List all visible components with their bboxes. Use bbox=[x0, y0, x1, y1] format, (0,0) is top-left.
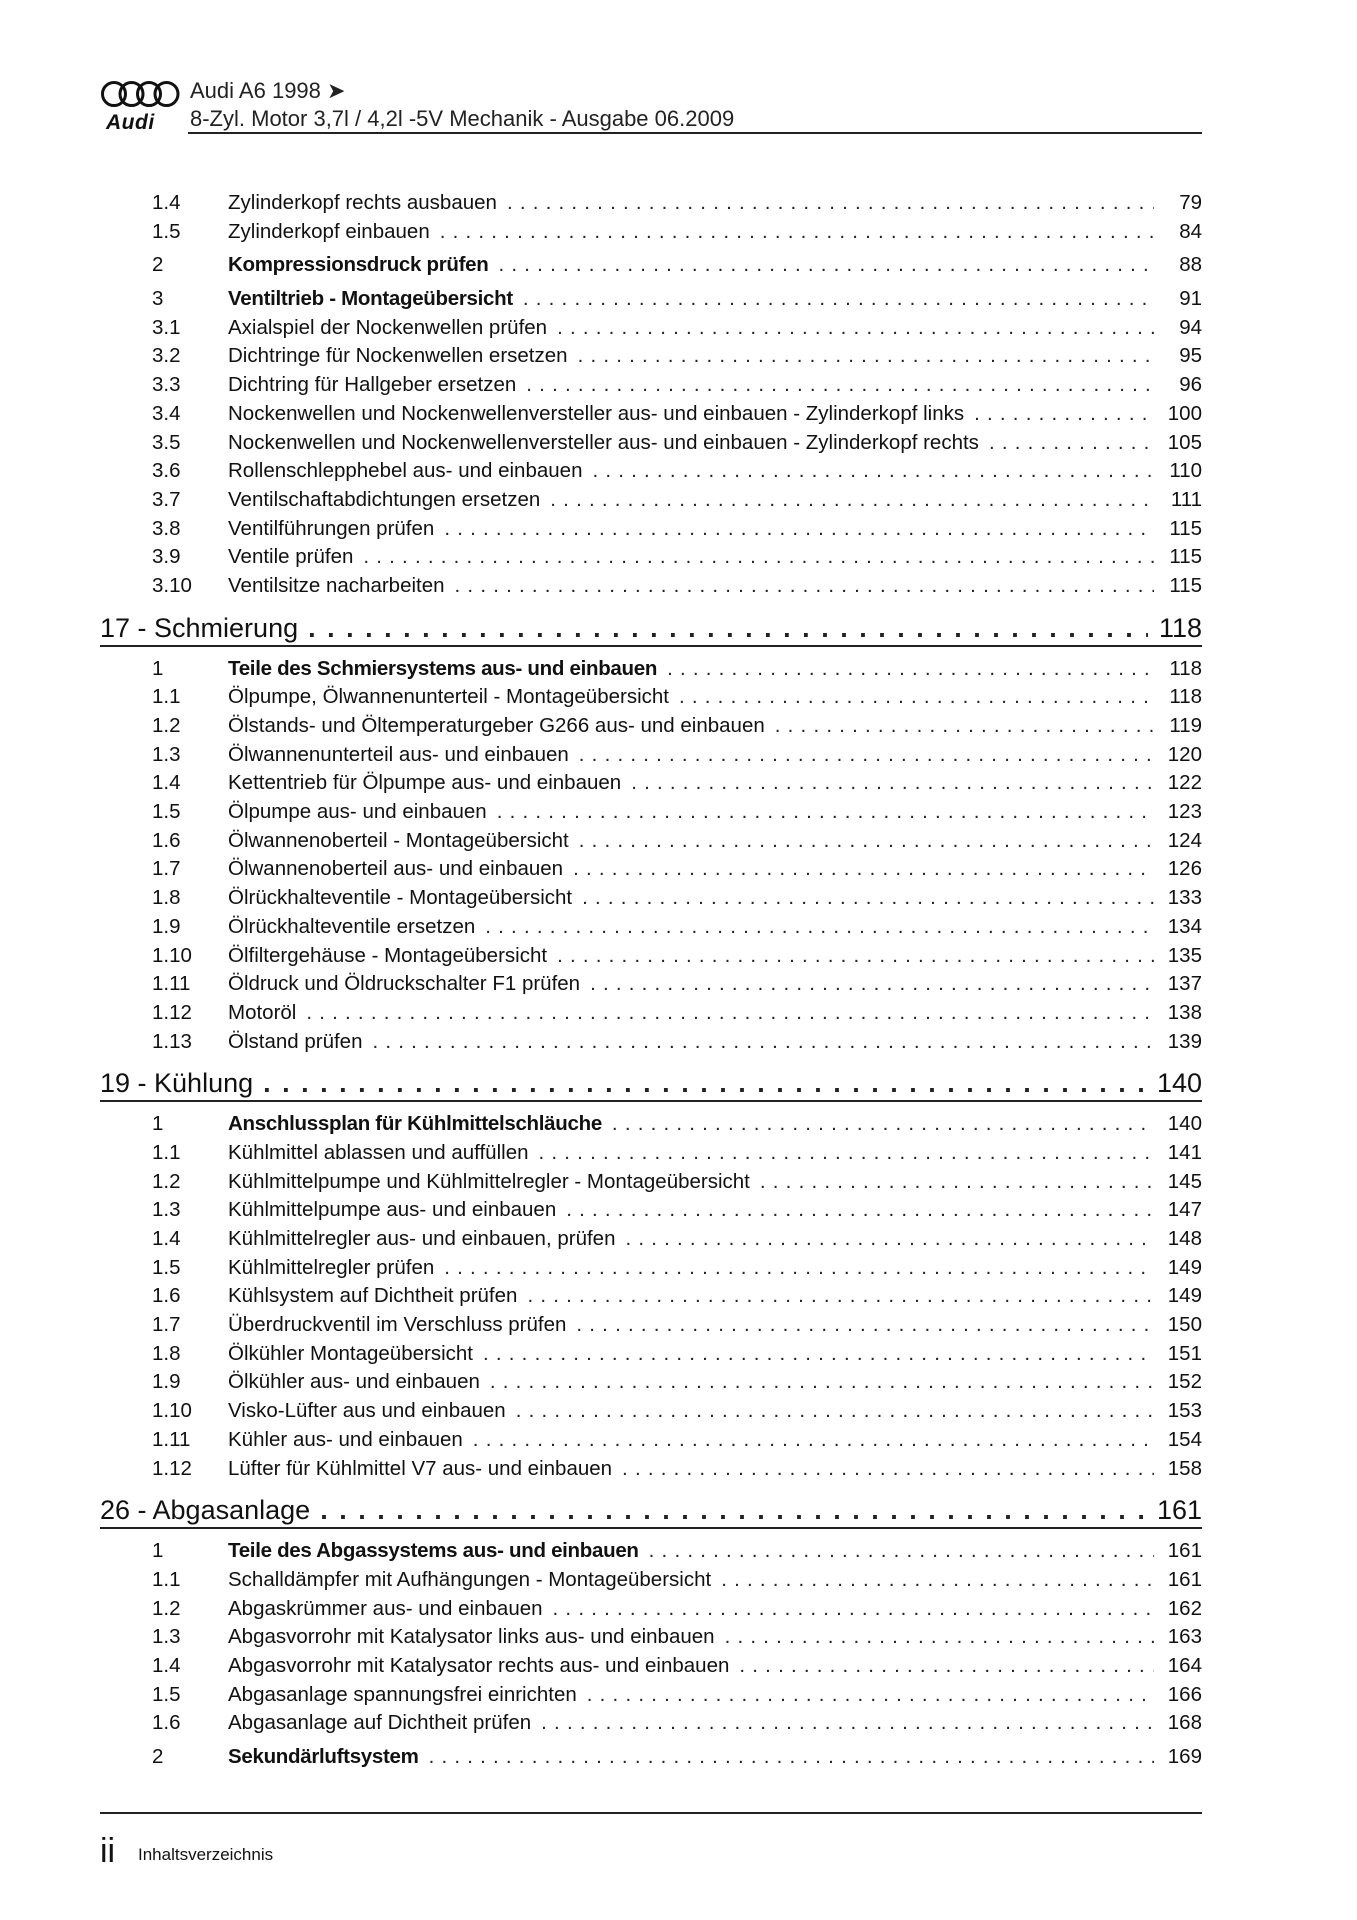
toc-entry-number: 3.2 bbox=[152, 344, 181, 368]
toc-entry-title: Visko-Lüfter aus und einbauen bbox=[228, 1399, 506, 1423]
toc-leader-dots bbox=[679, 685, 1154, 709]
toc-entry[interactable] bbox=[100, 714, 1202, 743]
toc-entry-title: Teile des Abgassystems aus- und einbauen bbox=[228, 1539, 639, 1563]
toc-entry[interactable] bbox=[100, 1170, 1202, 1199]
toc-entry[interactable] bbox=[100, 287, 1202, 316]
toc-chapter[interactable] bbox=[100, 1485, 1202, 1541]
toc-entry[interactable] bbox=[100, 220, 1202, 249]
toc-entry-title: Überdruckventil im Verschluss prüfen bbox=[228, 1313, 567, 1337]
toc-entry-page: 79 bbox=[1179, 191, 1202, 214]
toc-leader-dots bbox=[263, 1068, 1148, 1099]
toc-chapter[interactable] bbox=[100, 603, 1202, 659]
toc-leader-dots bbox=[523, 287, 1154, 311]
toc-entry-title: Kühler aus- und einbauen bbox=[228, 1427, 463, 1451]
toc-leader-dots bbox=[725, 1625, 1154, 1649]
audi-rings-icon bbox=[100, 80, 182, 110]
toc-leader-dots bbox=[429, 1745, 1154, 1769]
toc-leader-dots bbox=[497, 800, 1154, 824]
toc-leader-dots bbox=[444, 1256, 1154, 1280]
toc-entry-page: 152 bbox=[1167, 1370, 1202, 1394]
toc-entry-page: 84 bbox=[1179, 219, 1202, 243]
toc-entry-page: 147 bbox=[1167, 1198, 1202, 1222]
toc-entry-title: Zylinderkopf einbauen bbox=[228, 219, 430, 243]
toc-entry-title: Axialspiel der Nockenwellen prüfen bbox=[228, 315, 548, 339]
toc-entry[interactable] bbox=[100, 972, 1202, 1001]
toc-entry-page: 115 bbox=[1169, 516, 1202, 540]
toc-entry-page: 118 bbox=[1169, 685, 1202, 709]
toc-leader-dots bbox=[576, 1313, 1154, 1337]
toc-entry-page: 122 bbox=[1167, 771, 1202, 795]
toc-entry-number: 1.4 bbox=[152, 771, 181, 795]
toc-entry-number: 1.3 bbox=[152, 1198, 181, 1222]
toc-entry-title: Anschlussplan für Kühlmittelschläuche bbox=[228, 1112, 602, 1136]
toc-entry-page: 126 bbox=[1167, 857, 1202, 881]
toc-leader-dots bbox=[490, 1370, 1154, 1394]
toc-entry[interactable] bbox=[100, 1256, 1202, 1285]
toc-leader-dots bbox=[557, 944, 1154, 968]
toc-entry-page: 134 bbox=[1167, 914, 1202, 938]
toc-entry[interactable] bbox=[100, 1141, 1202, 1170]
toc-entry-page: 139 bbox=[1167, 1029, 1202, 1053]
toc-leader-dots bbox=[320, 1495, 1148, 1526]
toc-entry-number: 1.10 bbox=[152, 1399, 192, 1423]
toc-entry[interactable] bbox=[100, 459, 1202, 488]
toc-entry-number: 3.10 bbox=[152, 573, 192, 597]
toc-entry-number: 1.6 bbox=[152, 828, 181, 852]
toc-entry-page: 161 bbox=[1156, 1495, 1202, 1526]
toc-entry-number: 1 bbox=[152, 1112, 164, 1136]
toc-entry-number: 1.10 bbox=[152, 943, 192, 967]
toc-entry-title: 17 - Schmierung bbox=[100, 612, 299, 643]
toc-entry[interactable] bbox=[100, 1711, 1202, 1740]
toc-leader-dots bbox=[507, 191, 1154, 215]
toc-entry-number: 3.3 bbox=[152, 373, 181, 397]
toc-entry-page: 166 bbox=[1167, 1682, 1202, 1706]
toc-entry-page: 100 bbox=[1167, 401, 1202, 425]
table-of-contents bbox=[100, 191, 1202, 1774]
toc-entry-title: Kühlmittelregler prüfen bbox=[228, 1255, 435, 1279]
toc-entry-number: 1.2 bbox=[152, 1596, 181, 1620]
toc-entry-number: 1.4 bbox=[152, 191, 181, 214]
toc-leader-dots bbox=[760, 1170, 1154, 1194]
toc-entry-page: 145 bbox=[1167, 1169, 1202, 1193]
toc-leader-dots bbox=[590, 972, 1154, 996]
toc-leader-dots bbox=[592, 459, 1154, 483]
toc-entry-number: 1.8 bbox=[152, 1341, 181, 1365]
toc-leader-dots bbox=[566, 1198, 1154, 1222]
toc-entry[interactable] bbox=[100, 915, 1202, 944]
page-number: ii bbox=[100, 1832, 116, 1870]
toc-entry-page: 150 bbox=[1167, 1313, 1202, 1337]
toc-entry[interactable] bbox=[100, 1683, 1202, 1712]
toc-leader-dots bbox=[667, 657, 1154, 681]
toc-entry-page: 115 bbox=[1169, 545, 1202, 569]
toc-entry-title: Abgasvorrohr mit Katalysator rechts aus- und einbauen bbox=[228, 1653, 730, 1677]
toc-entry[interactable] bbox=[100, 1030, 1202, 1059]
toc-entry[interactable] bbox=[100, 431, 1202, 460]
toc-leader-dots bbox=[739, 1654, 1154, 1678]
toc-entry-number: 1.3 bbox=[152, 742, 181, 766]
toc-leader-dots bbox=[541, 1711, 1154, 1735]
toc-entry[interactable] bbox=[100, 829, 1202, 858]
toc-entry-page: 138 bbox=[1167, 1000, 1202, 1024]
toc-entry[interactable] bbox=[100, 1625, 1202, 1654]
toc-entry[interactable] bbox=[100, 1568, 1202, 1597]
toc-entry-title: Kühlmittelpumpe und Kühlmittelregler - Montageübersicht bbox=[228, 1169, 750, 1193]
toc-entry-number: 1.3 bbox=[152, 1625, 181, 1649]
toc-entry-page: 141 bbox=[1167, 1140, 1202, 1164]
toc-entry-title: Ölkühler aus- und einbauen bbox=[228, 1370, 480, 1394]
toc-leader-dots bbox=[539, 1141, 1155, 1165]
toc-entry-title: Kompressionsdruck prüfen bbox=[228, 253, 489, 277]
toc-entry-number: 1.5 bbox=[152, 1255, 181, 1279]
toc-entry-page: 140 bbox=[1167, 1112, 1202, 1136]
toc-entry-number: 1.5 bbox=[152, 1682, 181, 1706]
toc-entry-number: 1.5 bbox=[152, 219, 181, 243]
header-rule bbox=[188, 132, 1202, 134]
toc-entry[interactable] bbox=[100, 402, 1202, 431]
toc-entry-page: 135 bbox=[1167, 943, 1202, 967]
toc-leader-dots bbox=[579, 829, 1154, 853]
toc-leader-dots bbox=[622, 1457, 1154, 1481]
toc-leader-dots bbox=[573, 857, 1154, 881]
toc-entry-page: 123 bbox=[1167, 800, 1202, 824]
toc-entry[interactable] bbox=[100, 253, 1202, 282]
toc-entry-page: 119 bbox=[1169, 714, 1202, 737]
toc-entry-page: 163 bbox=[1167, 1625, 1202, 1649]
toc-entry-title: Ölwannenoberteil aus- und einbauen bbox=[228, 857, 564, 881]
toc-entry-number: 3.6 bbox=[152, 459, 181, 483]
toc-entry-page: 151 bbox=[1167, 1341, 1202, 1365]
toc-entry[interactable] bbox=[100, 1370, 1202, 1399]
toc-leader-dots bbox=[516, 1399, 1154, 1423]
toc-entry-number: 2 bbox=[152, 1745, 164, 1768]
toc-entry-number: 2 bbox=[152, 253, 164, 277]
toc-leader-dots bbox=[612, 1112, 1154, 1136]
toc-entry-title: Nockenwellen und Nockenwellenversteller aus- und einbauen - Zylinderkopf links bbox=[228, 401, 965, 425]
toc-leader-dots bbox=[579, 743, 1154, 767]
toc-entry-number: 1.11 bbox=[152, 972, 191, 996]
toc-entry-number: 1.6 bbox=[152, 1284, 181, 1308]
toc-entry-number: 1.1 bbox=[152, 1567, 181, 1591]
toc-entry[interactable] bbox=[100, 1745, 1202, 1774]
toc-entry-title: Ölkühler Montageübersicht bbox=[228, 1341, 473, 1365]
toc-leader-dots bbox=[989, 431, 1154, 455]
toc-entry[interactable] bbox=[100, 373, 1202, 402]
toc-entry-title: Lüfter für Kühlmittel V7 aus- und einbauen bbox=[228, 1456, 613, 1480]
toc-leader-dots bbox=[557, 316, 1154, 340]
toc-entry-number: 1.11 bbox=[152, 1427, 191, 1451]
toc-leader-dots bbox=[974, 402, 1154, 426]
toc-entry[interactable] bbox=[100, 1284, 1202, 1313]
toc-entry-page: 118 bbox=[1169, 656, 1202, 680]
toc-leader-dots bbox=[527, 1284, 1154, 1308]
toc-entry-title: Kühlmittelpumpe aus- und einbauen bbox=[228, 1198, 557, 1222]
toc-entry-title: Ventilsitze nacharbeiten bbox=[228, 573, 445, 597]
toc-entry-page: 149 bbox=[1167, 1255, 1202, 1279]
toc-entry-page: 91 bbox=[1179, 287, 1202, 311]
toc-entry-title: Rollenschlepphebel aus- und einbauen bbox=[228, 459, 583, 483]
toc-entry-title: Kühlsystem auf Dichtheit prüfen bbox=[228, 1284, 518, 1308]
toc-entry[interactable] bbox=[100, 1198, 1202, 1227]
toc-entry-number: 3.1 bbox=[152, 315, 181, 339]
toc-chapter[interactable] bbox=[100, 1058, 1202, 1114]
toc-entry[interactable] bbox=[100, 944, 1202, 973]
page-header bbox=[100, 78, 1202, 136]
toc-entry-title: Dichtringe für Nockenwellen ersetzen bbox=[228, 344, 568, 368]
toc-leader-dots bbox=[649, 1539, 1154, 1563]
toc-entry[interactable] bbox=[100, 857, 1202, 886]
toc-entry-title: Nockenwellen und Nockenwellenversteller aus- und einbauen - Zylinderkopf rechts bbox=[228, 430, 979, 454]
toc-entry-number: 1.9 bbox=[152, 914, 181, 938]
toc-entry-number: 1.9 bbox=[152, 1370, 181, 1394]
toc-entry-page: 94 bbox=[1179, 315, 1202, 339]
audi-logo bbox=[100, 78, 182, 136]
toc-entry-title: Ventile prüfen bbox=[228, 545, 354, 569]
toc-entry-title: Kühlmittel ablassen und auffüllen bbox=[228, 1140, 529, 1164]
document-title: Audi A6 1998 ➤ bbox=[190, 78, 346, 103]
toc-entry-number: 1.2 bbox=[152, 714, 181, 737]
toc-entry-page: 110 bbox=[1169, 459, 1202, 483]
toc-entry-page: 149 bbox=[1167, 1284, 1202, 1308]
toc-entry-title: 26 - Abgasanlage bbox=[100, 1495, 311, 1526]
chapter-rule bbox=[100, 1100, 1202, 1102]
toc-entry-page: 161 bbox=[1167, 1539, 1202, 1563]
toc-entry-page: 111 bbox=[1170, 487, 1202, 511]
toc-entry-number: 1.12 bbox=[152, 1456, 192, 1480]
toc-entry-title: Ventilschaftabdichtungen ersetzen bbox=[228, 487, 541, 511]
toc-entry[interactable] bbox=[100, 1227, 1202, 1256]
toc-leader-dots bbox=[363, 545, 1154, 569]
toc-entry-title: Ventilführungen prüfen bbox=[228, 516, 435, 540]
toc-leader-dots bbox=[550, 488, 1154, 512]
toc-leader-dots bbox=[587, 1683, 1154, 1707]
toc-entry[interactable] bbox=[100, 1313, 1202, 1342]
toc-entry-page: 169 bbox=[1167, 1745, 1202, 1768]
toc-entry-title: Kettentrieb für Ölpumpe aus- und einbauen bbox=[228, 771, 622, 795]
toc-entry-number: 1 bbox=[152, 656, 164, 680]
toc-entry[interactable] bbox=[100, 1654, 1202, 1683]
toc-entry-title: Ölfiltergehäuse - Montageübersicht bbox=[228, 943, 548, 967]
toc-entry-page: 133 bbox=[1167, 886, 1202, 910]
toc-entry-page: 153 bbox=[1167, 1399, 1202, 1423]
toc-entry-title: Kühlmittelregler aus- und einbauen, prüfen bbox=[228, 1227, 616, 1250]
toc-leader-dots bbox=[578, 344, 1154, 368]
toc-entry-title: Ventiltrieb - Montageübersicht bbox=[228, 287, 513, 311]
toc-entry-title: Ölpumpe, Ölwannenunterteil - Montageübersicht bbox=[228, 685, 669, 709]
toc-entry[interactable] bbox=[100, 771, 1202, 800]
toc-entry-title: Abgasanlage auf Dichtheit prüfen bbox=[228, 1711, 532, 1735]
toc-entry-page: 148 bbox=[1167, 1227, 1202, 1250]
toc-leader-dots bbox=[485, 915, 1154, 939]
toc-entry-title: Ölrückhalteventile - Montageübersicht bbox=[228, 886, 573, 910]
toc-entry-number: 3.8 bbox=[152, 516, 181, 540]
toc-entry-title: Öldruck und Öldruckschalter F1 prüfen bbox=[228, 972, 581, 996]
toc-entry-number: 1.7 bbox=[152, 1313, 181, 1337]
footer-label: Inhaltsverzeichnis bbox=[138, 1845, 274, 1864]
toc-entry-page: 140 bbox=[1156, 1068, 1202, 1099]
toc-entry-title: Ölrückhalteventile ersetzen bbox=[228, 914, 476, 938]
toc-entry-page: 161 bbox=[1167, 1567, 1202, 1591]
toc-leader-dots bbox=[440, 220, 1154, 244]
toc-entry-number: 1.5 bbox=[152, 800, 181, 824]
toc-entry[interactable] bbox=[100, 657, 1202, 686]
toc-leader-dots bbox=[444, 517, 1154, 541]
toc-entry-title: Ölstands- und Öltemperaturgeber G266 aus- und einbauen bbox=[228, 714, 765, 737]
toc-entry-page: 158 bbox=[1167, 1456, 1202, 1480]
document-subtitle: 8-Zyl. Motor 3,7l / 4,2l -5V Mechanik - Ausgabe 06.2009 bbox=[190, 106, 735, 131]
toc-entry-number: 1.4 bbox=[152, 1227, 181, 1250]
toc-leader-dots bbox=[625, 1227, 1154, 1251]
toc-leader-dots bbox=[582, 886, 1154, 910]
toc-leader-dots bbox=[473, 1428, 1154, 1452]
toc-entry-page: 120 bbox=[1167, 742, 1202, 766]
toc-entry-page: 105 bbox=[1167, 430, 1202, 454]
toc-entry-number: 1.7 bbox=[152, 857, 181, 881]
toc-entry[interactable] bbox=[100, 344, 1202, 373]
toc-entry[interactable] bbox=[100, 1112, 1202, 1141]
toc-entry-title: Abgasanlage spannungsfrei einrichten bbox=[228, 1682, 577, 1706]
toc-leader-dots bbox=[526, 373, 1154, 397]
toc-entry[interactable] bbox=[100, 545, 1202, 574]
chapter-rule bbox=[100, 1527, 1202, 1529]
toc-leader-dots bbox=[483, 1342, 1154, 1366]
toc-entry-number: 1.1 bbox=[152, 685, 181, 709]
toc-entry-page: 115 bbox=[1169, 573, 1202, 597]
toc-leader-dots bbox=[553, 1597, 1154, 1621]
toc-entry[interactable] bbox=[100, 574, 1202, 603]
toc-entry-title: Abgasvorrohr mit Katalysator links aus- und einbauen bbox=[228, 1625, 715, 1649]
chapter-rule bbox=[100, 645, 1202, 647]
toc-leader-dots bbox=[775, 714, 1154, 738]
toc-entry[interactable] bbox=[100, 1399, 1202, 1428]
toc-entry-title: Motoröl bbox=[228, 1000, 297, 1024]
toc-leader-dots bbox=[308, 613, 1148, 644]
toc-entry-number: 1.4 bbox=[152, 1653, 181, 1677]
toc-entry-title: 19 - Kühlung bbox=[100, 1068, 254, 1099]
toc-entry-title: Ölpumpe aus- und einbauen bbox=[228, 800, 487, 824]
toc-entry-page: 95 bbox=[1179, 344, 1202, 368]
toc-leader-dots bbox=[306, 1001, 1154, 1025]
footer-rule bbox=[100, 1812, 1202, 1814]
toc-leader-dots bbox=[455, 574, 1154, 598]
toc-entry[interactable] bbox=[100, 886, 1202, 915]
toc-entry-title: Ölwannenunterteil aus- und einbauen bbox=[228, 742, 569, 766]
toc-entry-title: Schalldämpfer mit Aufhängungen - Montageübersicht bbox=[228, 1567, 712, 1591]
toc-leader-dots bbox=[499, 253, 1155, 277]
toc-entry-title: Dichtring für Hallgeber ersetzen bbox=[228, 373, 517, 397]
toc-entry[interactable] bbox=[100, 1597, 1202, 1626]
toc-entry[interactable] bbox=[100, 800, 1202, 829]
toc-entry-number: 1.8 bbox=[152, 886, 181, 910]
toc-entry[interactable] bbox=[100, 191, 1202, 220]
toc-entry-title: Teile des Schmiersystems aus- und einbauen bbox=[228, 656, 658, 680]
toc-entry-number: 1.6 bbox=[152, 1711, 181, 1735]
toc-entry-number: 1.1 bbox=[152, 1140, 181, 1164]
toc-entry-number: 3.4 bbox=[152, 401, 181, 425]
toc-entry-page: 154 bbox=[1167, 1427, 1202, 1451]
toc-entry-number: 1.2 bbox=[152, 1169, 181, 1193]
toc-entry-number: 3 bbox=[152, 287, 164, 311]
toc-entry[interactable] bbox=[100, 1539, 1202, 1568]
toc-entry-title: Ölwannenoberteil - Montageübersicht bbox=[228, 828, 569, 852]
toc-entry-page: 118 bbox=[1158, 612, 1202, 643]
toc-entry-page: 124 bbox=[1167, 828, 1202, 852]
toc-entry-page: 96 bbox=[1179, 373, 1202, 397]
toc-leader-dots bbox=[721, 1568, 1154, 1592]
toc-entry-page: 162 bbox=[1167, 1596, 1202, 1620]
toc-entry[interactable] bbox=[100, 1342, 1202, 1371]
toc-entry[interactable] bbox=[100, 316, 1202, 345]
toc-entry-number: 3.9 bbox=[152, 545, 181, 569]
toc-entry[interactable] bbox=[100, 1428, 1202, 1457]
toc-entry-title: Ölstand prüfen bbox=[228, 1029, 363, 1053]
toc-entry-number: 1.13 bbox=[152, 1029, 192, 1053]
toc-entry[interactable] bbox=[100, 743, 1202, 772]
toc-entry[interactable] bbox=[100, 517, 1202, 546]
toc-entry-number: 1 bbox=[152, 1539, 164, 1563]
toc-entry-title: Sekundärluftsystem bbox=[228, 1745, 419, 1768]
toc-entry-title: Zylinderkopf rechts ausbauen bbox=[228, 191, 497, 214]
audi-wordmark: Audi bbox=[106, 111, 155, 134]
toc-entry-number: 3.5 bbox=[152, 430, 181, 454]
toc-entry[interactable] bbox=[100, 1457, 1202, 1486]
toc-leader-dots bbox=[372, 1030, 1154, 1054]
toc-leader-dots bbox=[631, 771, 1154, 795]
toc-entry[interactable] bbox=[100, 685, 1202, 714]
toc-entry[interactable] bbox=[100, 1001, 1202, 1030]
toc-entry-page: 88 bbox=[1179, 253, 1202, 277]
toc-entry-page: 137 bbox=[1167, 972, 1202, 996]
toc-entry-title: Abgaskrümmer aus- und einbauen bbox=[228, 1596, 543, 1620]
toc-entry-page: 164 bbox=[1167, 1653, 1202, 1677]
toc-entry-page: 168 bbox=[1167, 1711, 1202, 1735]
toc-entry-number: 1.12 bbox=[152, 1000, 192, 1024]
toc-entry-number: 3.7 bbox=[152, 487, 181, 511]
toc-entry[interactable] bbox=[100, 488, 1202, 517]
